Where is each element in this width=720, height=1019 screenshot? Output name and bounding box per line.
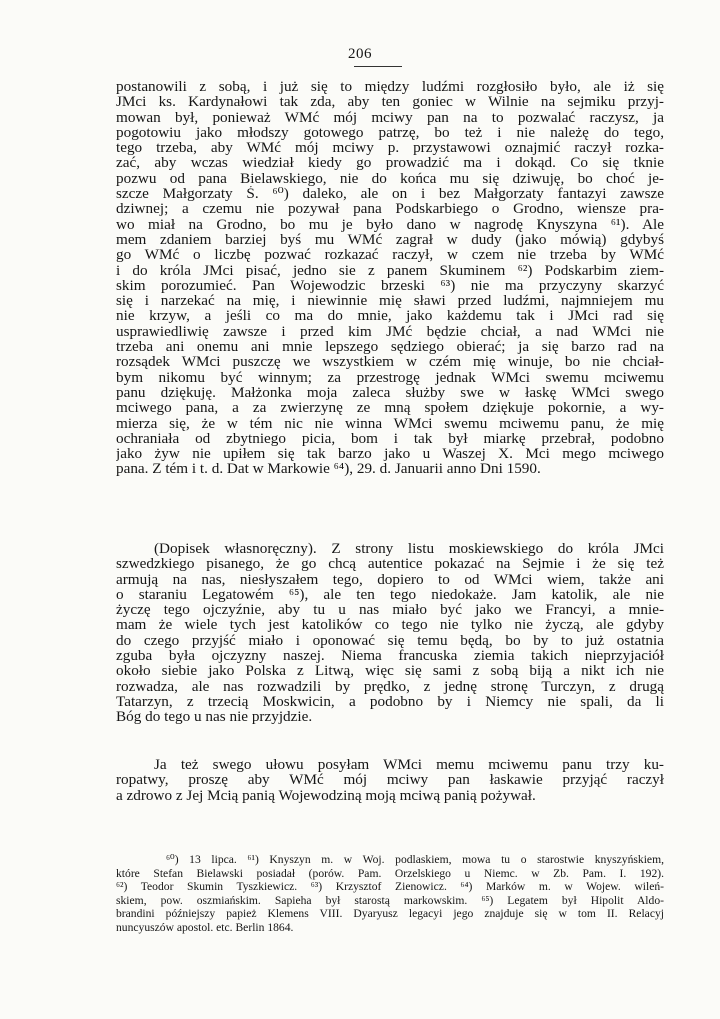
footnote-line: ⁶²) Teodor Skumin Tyszkiewicz. ⁶³) Krzysztof Zienowicz. ⁶⁴) Marków m. w Wojew. wileń- (116, 880, 664, 894)
text-line: tego trzeba, aby WMć mój mciwy p. przystawowi oznajmić raczył rozka- (116, 140, 664, 156)
text-line: pogotowiu jako młodszy gotowego patrzę, bo też i nie należę do tego, (116, 124, 664, 141)
text-line: mowan był, ponieważ WMć mój mciwy pan na to pozwalać raczysz, ja (116, 109, 664, 125)
text-line: wo miał na Grodno, bo mu je było dano w nagrodę Knyszyna ⁶¹). Ale (116, 216, 664, 232)
footnote-line: które Stefan Bielawski posiadał (porów. Pam. Orzelskiego u Niemc. w Zb. Pam. I. 192). (116, 866, 664, 880)
text-line: trzeba ani onemu ani mnie lepszego sędziego obierać; ja się barzo rad na (116, 339, 664, 355)
footnotes (116, 853, 664, 935)
text-line: i do króla JMci pisać, jedno sie z panem Skuminem ⁶²) Podskarbim ziem- (116, 262, 664, 278)
text-line: nie krzyw, a jeśli co ma do mnie, jako każdemu tak i JMci rad się (116, 308, 664, 324)
text-line: mam że wiele tych jest katolików co tego nie tylko nie życzą, ale gdyby (116, 617, 664, 633)
text-line: ochraniała od zbytniego picia, bom i tak był miarkę przebrał, podobno (116, 430, 664, 447)
text-line: a zdrowo z Jej Mcią panią Wojewodziną moją mciwą panią pożywał. (116, 787, 536, 803)
text-line: mierza się, że w tém nic nie winna WMci swemu mciwemu panu, że mię (116, 415, 664, 431)
page-number-rule (354, 66, 402, 67)
text-line: życzę tego ojczyźnie, aby tu u nas miało być jako we Francyi, a mnie- (116, 602, 664, 618)
text-line: o staraniu Legatowém ⁶⁵), ale ten tego niedokaże. Jam katolik, ale nie (116, 586, 664, 603)
text-line: do czego przyjść miało i oponować się temu będą, bo by to już ostatnia (116, 632, 664, 649)
text-line: się i narzekać na mię, i niewinnie mię sławi przed ludźmi, najmniejem mu (116, 293, 664, 309)
footnote-line: skiem, pow. oszmiańskim. Sapieha był starostą markowskim. ⁶⁵) Legatem był Hipolit Aldo- (116, 893, 664, 907)
text-line: go WMć o liczbę pozwać rozkazać raczył, w czem nie trzeba by WMć (116, 247, 664, 263)
footnote-line: ⁶⁰) 13 lipca. ⁶¹) Knyszyn m. w Woj. podlaskiem, mowa tu o starostwie knyszyńskiem, (166, 853, 664, 866)
text-line: pana. Z tém i t. d. Dat w Markowie ⁶⁴), 29. d. Januarii anno Dni 1590. (116, 461, 541, 477)
footnote-line: nuncyuszów apostol. etc. Berlin 1864. (116, 920, 294, 934)
text-line: dziwnej; a czemu nie pozywał pana Podskarbiego o Grodno, wiensze pra- (116, 201, 664, 217)
page-number: 206 (348, 46, 372, 62)
text-line: (Dopisek własnoręczny). Z strony listu moskiewskiego do króla JMci (154, 541, 664, 557)
text-line: bym nikomu być winnym; za przestrogę jednak WMci swemu mciwemu (116, 369, 664, 385)
text-line: Tatarzyn, z trzecią Moskwicin, a podobno by i Niemcy nie spali, da li (116, 693, 664, 710)
text-line: zać, aby wczas wiedział kiedy go prowadzić ma i dokąd. Co się tknie (116, 155, 664, 171)
text-line: JMci ks. Kardynałowi tak zda, aby ten goniec w Wilnie na sejmiku przyj- (116, 94, 664, 110)
main-paragraph (116, 79, 664, 477)
text-line: szwedzkiego pisanego, że go chcą autentice pokazać na Sejmie i że się też (116, 556, 664, 572)
text-line: około siebie jako Polska z Litwą, więc się sami z sobą biją a nikt ich nie (116, 663, 664, 679)
text-line: zguba była ojczyzny naszej. Niema francuska ziemia takich nieprzyjaciół (116, 648, 664, 664)
text-line: rozwadza, ale nas rozwadzili by prędko, z jednę stronę Turczyn, z drugą (116, 678, 664, 694)
text-line: panu dziękuję. Małżonka moja zaleca służby swe w łaskę WMci swego (116, 384, 664, 401)
text-line: Ja też swego ułowu posyłam WMci memu mciwemu panu trzy ku- (154, 757, 664, 773)
postscript-paragraph (116, 541, 664, 725)
text-line: usprawiedliwię zawsze i przed kim JMć będzie chciał, a nad WMci nie (116, 323, 664, 340)
text-line: jako żyw nie upiłem się tak barzo jako u Waszej X. Mci mego mciwego (116, 446, 664, 462)
closing-paragraph (116, 757, 664, 803)
text-line: skim porozumieć. Pan Wojewodzic brzeski ⁶³) nie ma przyczyny skarzyć (116, 277, 664, 294)
text-line: postanowili z sobą, i już się to między ludźmi rozgłosiło było, ale iż się (116, 79, 664, 95)
text-line: armują na nas, niesłyszałem tego, dopiero to od WMci wiem, także ani (116, 571, 664, 587)
text-line: mciwego pana, a za zwierzynę ze mną społem dziękuje pokornie, a wy- (116, 400, 664, 416)
text-line: rozsądek WMci puszczę we wszystkiem w czém mię winuje, bo nie chciał- (116, 354, 664, 370)
footnote-line: brandini późniejszy papież Klemens VIII. Dyaryusz legacyi jego znajduje się w tom II. Relacyj (116, 907, 664, 921)
text-line: mem zdaniem barziej byś mu WMć zagrał w dudy (jako mówią) gdybyś (116, 231, 664, 248)
text-line: ropatwy, proszę aby WMć mój mciwy pan łaskawie przyjąć raczył (116, 772, 664, 788)
text-line: Bóg do tego u nas nie przyjdzie. (116, 709, 313, 725)
text-line: pozwu od pana Bielawskiego, nie do końca mu się dziwuję, bo choć je- (116, 170, 664, 187)
text-line: szcze Małgorzaty Ś. ⁶⁰) daleko, ale on i bez Małgorzaty fantazyi zawsze (116, 186, 664, 202)
